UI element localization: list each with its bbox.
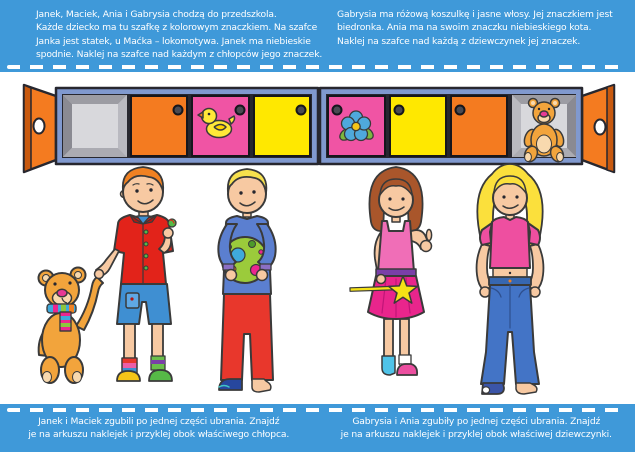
janek-hand	[95, 270, 104, 279]
instruction-line: Janek i Maciek zgubili po jednej części ubrania. Znajdź	[38, 416, 280, 427]
janek-shorts	[117, 284, 171, 324]
teddy-bear-toy	[39, 268, 104, 384]
illustration-area	[0, 72, 635, 404]
right-cabinet	[320, 85, 614, 172]
door-knob	[174, 106, 183, 115]
instruction-line: Janek, Maciek, Ania i Gabrysia chodzą do przedszkola.	[36, 9, 277, 20]
instruction-line: Gabrysia ma różową koszulkę i jasne włosy. Jej znaczkiem jest	[337, 9, 613, 20]
top-instruction-strip	[0, 0, 635, 72]
door-handle-hole	[34, 119, 45, 134]
left-cabinet	[24, 85, 318, 172]
dashed-divider-top	[7, 65, 628, 69]
gabrysia-bare-foot	[516, 383, 537, 394]
gabrysia-tshirt	[490, 217, 530, 268]
maciek-hand	[226, 270, 237, 281]
instruction-top-right	[337, 8, 613, 48]
left-cabinet-open-compartment	[63, 95, 127, 157]
instruction-line: Gabrysia i Ania zgubiły po jednej części ubrania. Znajdź	[352, 416, 601, 427]
ania-thumb	[426, 230, 431, 241]
instruction-line: Janka jest statek, u Maćka – lokomotywa. Janek ma niebieskie	[36, 35, 311, 47]
instruction-bottom-right	[318, 415, 635, 441]
door-knob	[333, 106, 342, 115]
girl-ania	[350, 167, 432, 375]
bottom-instruction-strip	[0, 404, 635, 452]
janek-shoe-green	[149, 370, 172, 381]
instruction-bottom-left	[0, 415, 318, 441]
instruction-line: spodnie. Naklej na szafce nad każdym z chłopców jego znaczek.	[36, 49, 323, 61]
door-knob	[395, 106, 404, 115]
boy-janek	[95, 167, 177, 381]
instruction-line: Naklej na szafce nad każdą z dziewczynek jej znaczek.	[337, 35, 581, 47]
right-cabinet-open-door-edge	[607, 85, 614, 172]
ania-hand	[377, 275, 386, 284]
worksheet-illustration	[0, 72, 635, 404]
dashed-divider-bottom	[7, 408, 628, 412]
ania-top	[378, 221, 414, 272]
maciek-pants	[221, 294, 273, 380]
ania-blue-sock	[382, 356, 395, 375]
left-cabinet-open-door-edge	[24, 85, 31, 172]
door-knob	[456, 106, 465, 115]
instruction-line: Każde dziecko ma tu szafkę z kolorowym znaczkiem. Na szafce	[36, 22, 318, 34]
ania-pink-shoe	[397, 364, 417, 375]
instruction-line: je na arkuszu naklejek i przyklej obok właściwego chłopca.	[28, 429, 290, 440]
door-knob	[236, 106, 245, 115]
door-knob	[297, 106, 306, 115]
ania-white-sock	[399, 355, 411, 364]
maciek-hand	[257, 270, 268, 281]
girl-gabrysia	[477, 164, 544, 394]
boy-maciek	[218, 169, 275, 392]
instruction-line: biedronka. Ania ma na swoim znaczku niebieskiego kota.	[337, 22, 592, 34]
maciek-shoe-blue	[219, 379, 242, 390]
instruction-top-left	[36, 8, 322, 62]
door-handle-hole	[595, 120, 606, 135]
instruction-line: je na arkuszu naklejek i przyklej obok właściwej dziewczynki.	[340, 429, 612, 440]
janek-shoe-yellow	[117, 371, 140, 381]
